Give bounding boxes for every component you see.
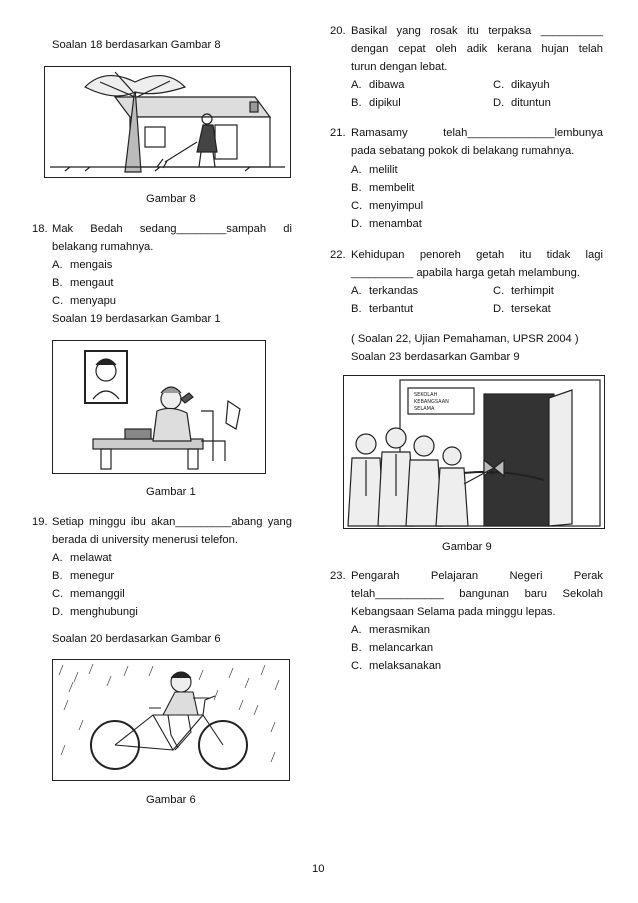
q22-option-d[interactable] [493, 302, 551, 316]
sign-line-2: KEBANGSAAN [414, 399, 449, 405]
option-letter: A. [52, 552, 63, 564]
option-text: melilit [369, 164, 398, 176]
option-text: melancarkan [369, 642, 434, 654]
q20-option-d[interactable] [493, 96, 551, 110]
option-letter: C. [351, 200, 363, 212]
q20-word: hujan [541, 43, 569, 55]
option-text: menambat [369, 218, 422, 230]
q20-stem-line1 [351, 24, 603, 38]
q20-option-a[interactable] [351, 78, 405, 92]
option-letter: A. [351, 79, 362, 91]
q23-stem-line1 [351, 569, 603, 583]
sign-line-3: SELAMA [414, 406, 435, 412]
q19-word: ibu [130, 516, 146, 528]
option-text: mengais [70, 259, 113, 271]
figure-1-caption: Gambar 1 [146, 486, 196, 498]
q20-word: kerana [497, 43, 532, 55]
option-text: terkandas [369, 285, 419, 297]
q21-stem-line2: pada sebatang pokok di belakang rumahnya. [351, 145, 575, 157]
q22-word: Kehidupan [351, 249, 405, 261]
q18-heading: Soalan 18 berdasarkan Gambar 8 [52, 39, 221, 51]
q20-word: yang [396, 25, 421, 37]
q18-option-c[interactable] [52, 294, 117, 308]
q19-word: yang [267, 516, 292, 528]
q20-number: 20. [330, 25, 346, 37]
q20-word: adik [466, 43, 488, 55]
option-text: menghubungi [70, 606, 138, 618]
q19-stem-line1 [52, 515, 292, 529]
figure-6-image [52, 659, 290, 781]
q20-word: rosak [430, 25, 458, 37]
q21-option-b[interactable] [351, 181, 415, 195]
option-text: merasmikan [369, 624, 430, 636]
q23-word: Negeri [509, 570, 543, 582]
option-text: dipikul [369, 97, 401, 109]
option-text: menyapu [70, 295, 117, 307]
q21-option-a[interactable] [351, 163, 398, 177]
option-letter: D. [52, 606, 64, 618]
option-text: terhimpit [511, 285, 554, 297]
q19-option-b[interactable] [52, 569, 115, 583]
q20-option-c[interactable] [493, 78, 550, 92]
q20-word: oleh [435, 43, 457, 55]
q22-word: penoreh [419, 249, 461, 261]
q23-option-a[interactable] [351, 623, 430, 637]
q23-stem-line3: Kebangsaan Selama pada minggu lepas. [351, 606, 556, 618]
q22-number: 22. [330, 249, 346, 261]
q21-option-d[interactable] [351, 217, 422, 231]
q18-stem-line2: belakang rumahnya. [52, 241, 154, 253]
q22-stem-line2: __________ apabila harga getah melambung. [351, 267, 580, 279]
q23-number: 23. [330, 570, 346, 582]
q23-word: baru [524, 588, 547, 600]
q22-option-c[interactable] [493, 284, 554, 298]
q18-word: Mak [52, 223, 74, 235]
q19-option-a[interactable] [52, 551, 112, 565]
q19-number: 19. [32, 516, 48, 528]
option-letter: A. [52, 259, 63, 271]
option-letter: C. [351, 660, 363, 672]
option-letter: D. [493, 303, 505, 315]
q23-word: Sekolah [562, 588, 603, 600]
q21-number: 21. [330, 127, 346, 139]
q22-word: tidak [546, 249, 571, 261]
option-letter: B. [351, 182, 362, 194]
q23-word: Pelajaran [430, 570, 479, 582]
q19-heading: Soalan 19 berdasarkan Gambar 1 [52, 313, 221, 325]
option-letter: B. [351, 97, 362, 109]
q19-option-d[interactable] [52, 605, 138, 619]
q20-word: cepat [398, 43, 426, 55]
figure-1-image [52, 340, 266, 474]
q23-stem-line2 [351, 587, 603, 601]
option-letter: C. [493, 79, 505, 91]
page-number: 10 [312, 863, 325, 875]
option-text: terbantut [369, 303, 414, 315]
option-letter: C. [493, 285, 505, 297]
q19-word: Setiap [52, 516, 84, 528]
q19-option-c[interactable] [52, 587, 125, 601]
q20-stem-line3: turun dengan lebat. [351, 61, 448, 73]
q18-word: sedang________sampah [139, 223, 267, 235]
q20-word: __________ [540, 25, 603, 37]
q20-word: dengan [351, 43, 389, 55]
option-letter: B. [52, 570, 63, 582]
q21-option-c[interactable] [351, 199, 424, 213]
figure-9-caption: Gambar 9 [442, 541, 492, 553]
q18-word: di [283, 223, 292, 235]
q20-word: telah [578, 43, 603, 55]
figure-9-image [343, 375, 605, 529]
option-letter: D. [351, 218, 363, 230]
q19-stem-line2: berada di university menerusi telefon. [52, 534, 238, 546]
option-text: menyimpul [369, 200, 424, 212]
q18-option-a[interactable] [52, 258, 113, 272]
option-letter: C. [52, 588, 64, 600]
q20-word: Basikal [351, 25, 388, 37]
q22-word: lagi [585, 249, 603, 261]
q22-stem-line1 [351, 248, 603, 262]
q19-word: minggu [88, 516, 126, 528]
q23-option-b[interactable] [351, 641, 434, 655]
q23-word: Pengarah [351, 570, 400, 582]
option-text: dikayuh [511, 79, 550, 91]
q18-number: 18. [32, 223, 48, 235]
source-note: ( Soalan 22, Ujian Pemahaman, UPSR 2004 ) [351, 333, 579, 345]
q23-option-c[interactable] [351, 659, 442, 673]
option-text: menegur [70, 570, 115, 582]
q19-word: akan_________abang [151, 516, 263, 528]
option-text: membelit [369, 182, 415, 194]
option-text: dituntun [511, 97, 551, 109]
q20-option-b[interactable] [351, 96, 401, 110]
option-letter: B. [351, 642, 362, 654]
q21-word: Ramasamy [351, 127, 408, 139]
q20-word: terpaksa [488, 25, 532, 37]
q20-heading: Soalan 20 berdasarkan Gambar 6 [52, 633, 221, 645]
q21-stem-line1 [351, 126, 603, 140]
q21-word: telah______________lembunya [443, 127, 603, 139]
q23-heading: Soalan 23 berdasarkan Gambar 9 [351, 351, 520, 363]
figure-8-image [44, 66, 291, 178]
q23-word: bangunan [459, 588, 510, 600]
q22-option-a[interactable] [351, 284, 419, 298]
option-text: mengaut [70, 277, 114, 289]
option-text: melaksanakan [369, 660, 442, 672]
q20-word: itu [467, 25, 479, 37]
option-letter: A. [351, 164, 362, 176]
option-letter: A. [351, 624, 362, 636]
option-letter: B. [52, 277, 63, 289]
q18-word: Bedah [90, 223, 123, 235]
option-letter: B. [351, 303, 362, 315]
option-letter: D. [493, 97, 505, 109]
q18-stem-line1 [52, 222, 292, 236]
q18-option-b[interactable] [52, 276, 114, 290]
q22-option-b[interactable] [351, 302, 414, 316]
option-text: memanggil [70, 588, 125, 600]
option-text: tersekat [511, 303, 551, 315]
q23-word: Perak [573, 570, 603, 582]
option-letter: A. [351, 285, 362, 297]
q22-word: getah [476, 249, 505, 261]
option-text: melawat [70, 552, 112, 564]
option-text: dibawa [369, 79, 405, 91]
figure-8-caption: Gambar 8 [146, 193, 196, 205]
option-letter: C. [52, 295, 64, 307]
figure-6-caption: Gambar 6 [146, 794, 196, 806]
sign-line-1: SEKOLAH [414, 392, 438, 398]
q23-word: telah___________ [351, 588, 444, 600]
q22-word: itu [519, 249, 532, 261]
q20-stem-line2 [351, 42, 603, 56]
